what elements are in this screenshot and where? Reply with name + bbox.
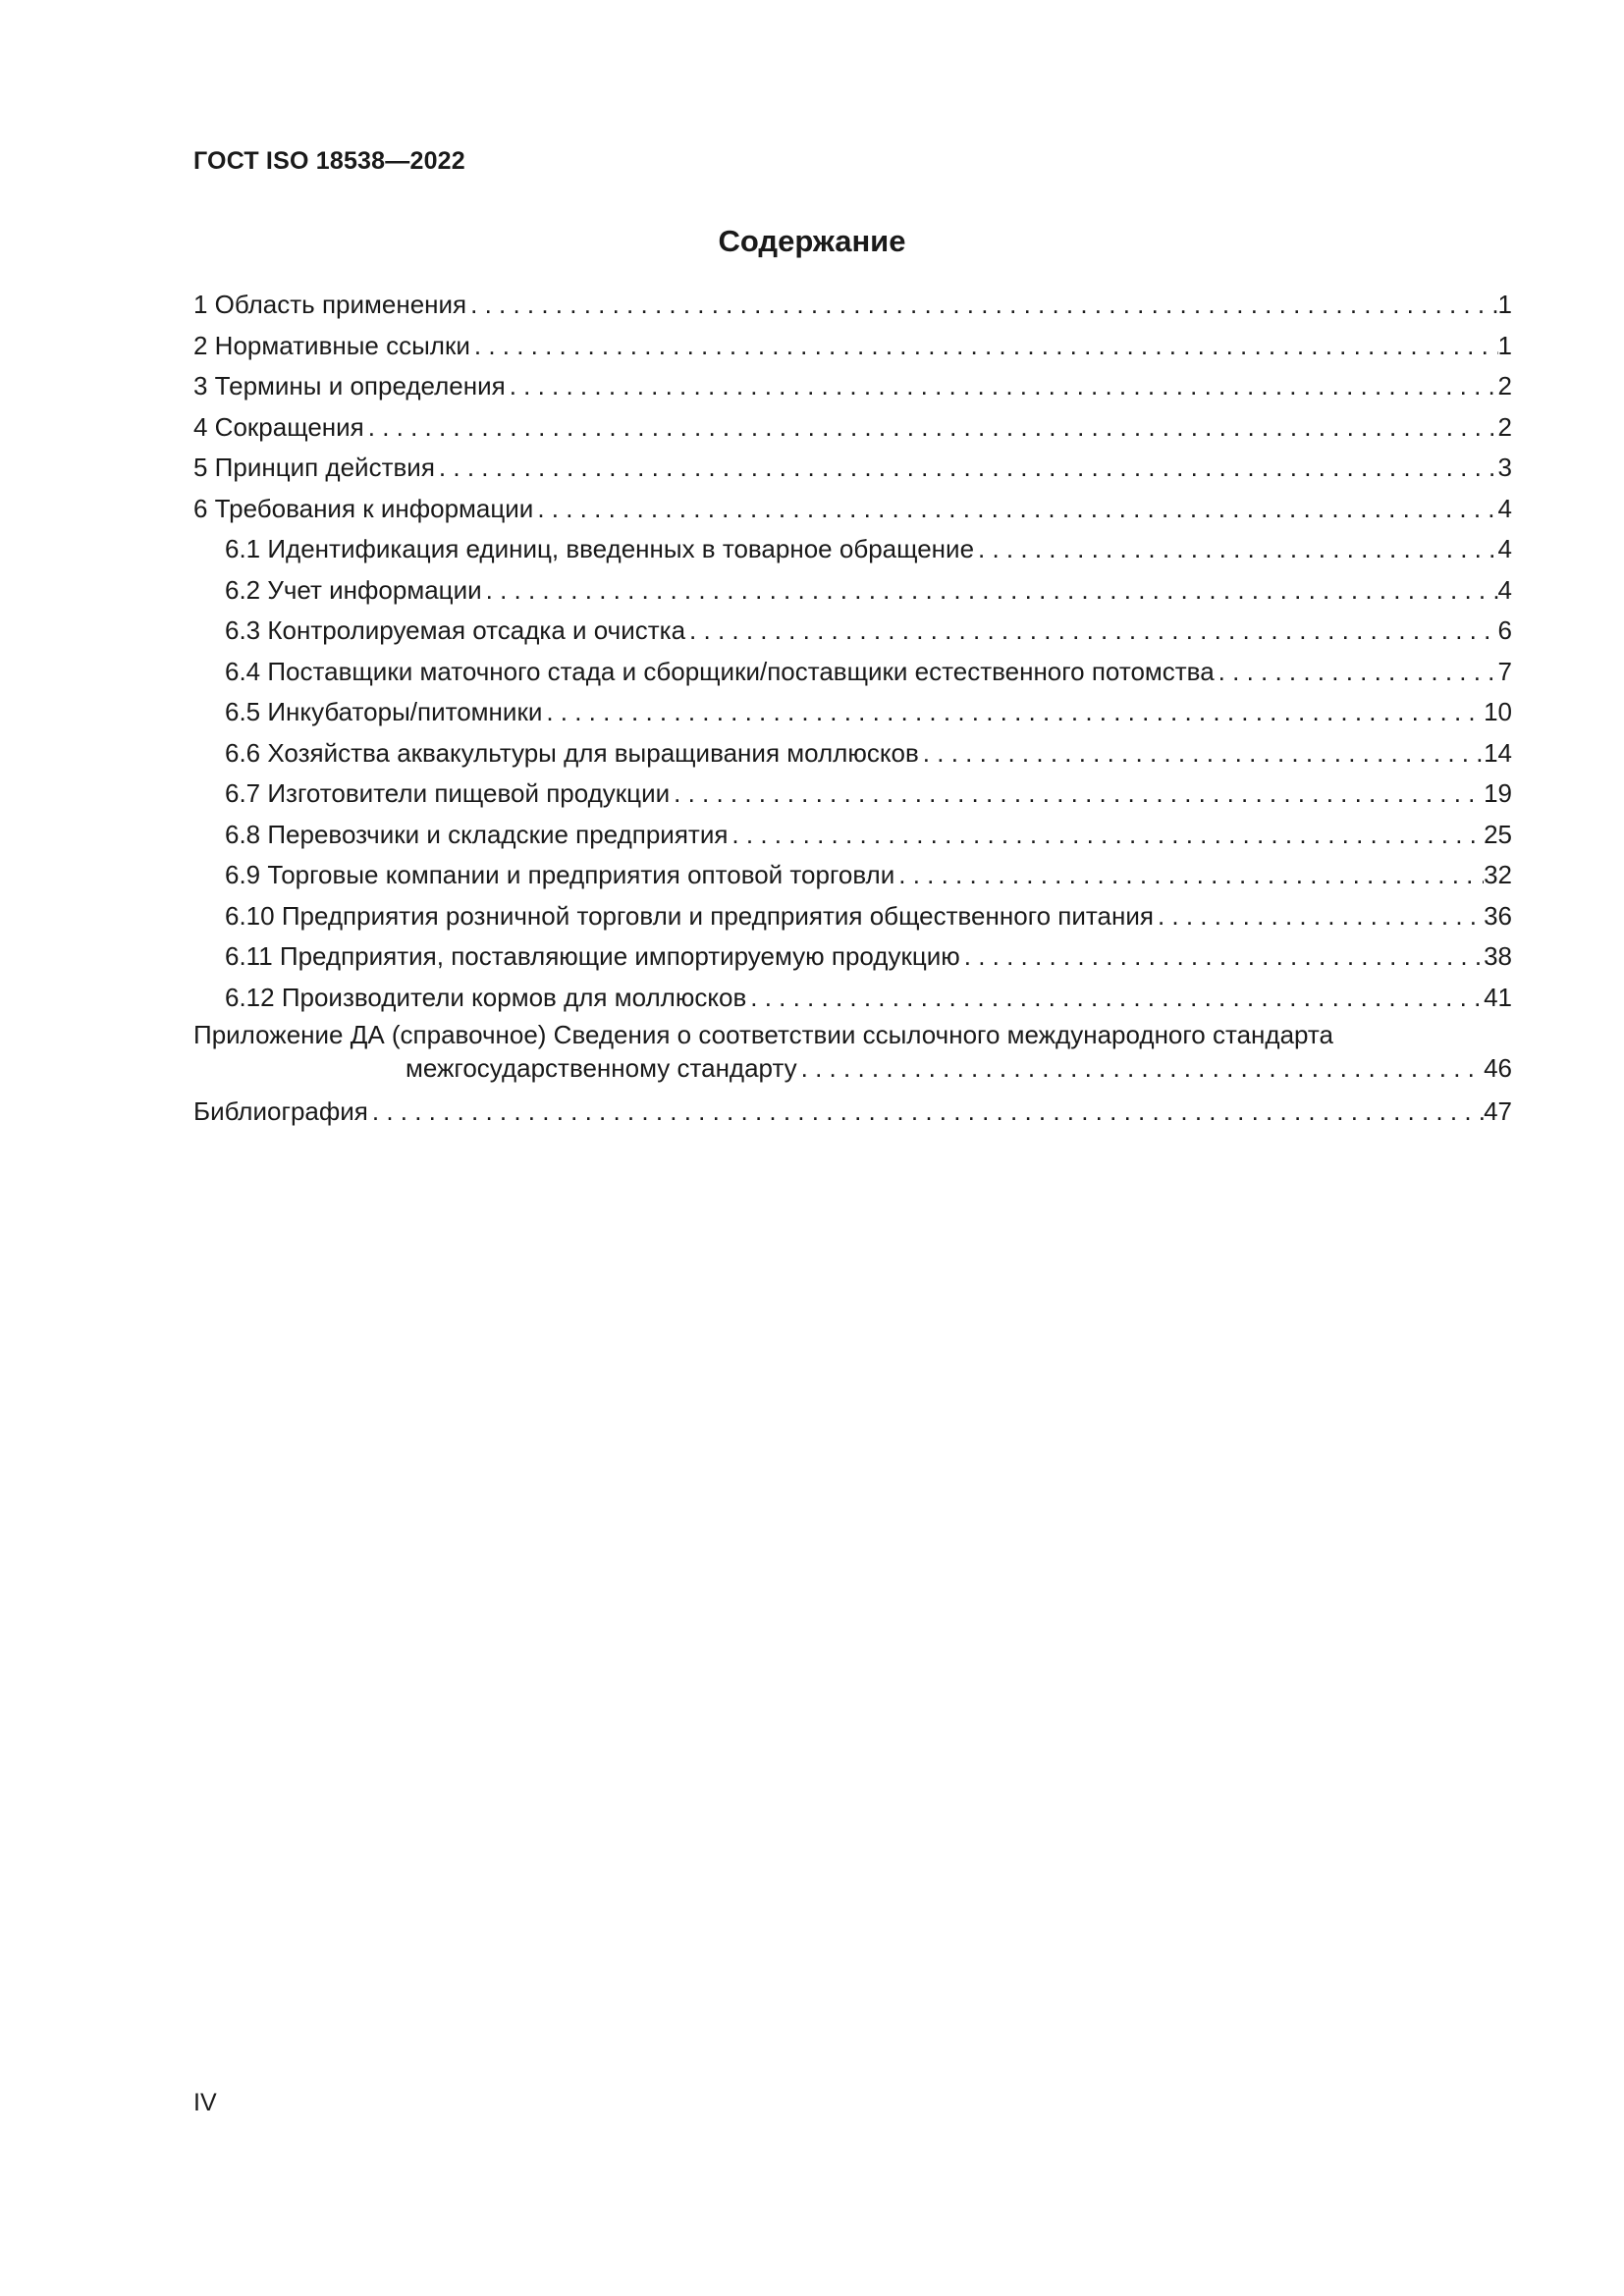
- dot-leader: [898, 855, 1484, 896]
- dot-leader: [978, 529, 1498, 570]
- toc-entry-2[interactable]: [193, 326, 1512, 367]
- dot-leader: [1158, 896, 1484, 937]
- toc-annex-title-line1: Приложение ДА (справочное) Сведения о соответствии ссылочного международного стандарта: [193, 1020, 1334, 1049]
- toc-entry-title: 6.7 Изготовители пищевой продукции: [225, 778, 671, 808]
- dot-leader: [1218, 652, 1498, 693]
- toc-entry-page: 47: [1484, 1096, 1512, 1126]
- toc-entry-title: 6.12 Производители кормов для моллюсков: [225, 982, 747, 1012]
- toc-entry-page: 41: [1484, 982, 1512, 1012]
- toc-entry-page: 2: [1497, 371, 1512, 400]
- toc-entry-page: 46: [1484, 1053, 1512, 1083]
- toc-entry-page: 4: [1497, 493, 1512, 523]
- toc-entry-4[interactable]: [193, 407, 1512, 449]
- toc-entry-title: 6.2 Учет информации: [225, 574, 482, 605]
- toc-entry-6-3[interactable]: [193, 611, 1512, 652]
- toc-entry-page: 2: [1497, 411, 1512, 442]
- dot-leader: [470, 285, 1497, 326]
- toc-entry-6[interactable]: [193, 489, 1512, 530]
- toc-entry-page: 10: [1484, 697, 1512, 726]
- toc-entry-title: 6.5 Инкубаторы/питомники: [225, 697, 543, 726]
- toc-entry-title: 2 Нормативные ссылки: [193, 330, 470, 360]
- toc-entry-5[interactable]: [193, 448, 1512, 489]
- toc-entry-page: 32: [1484, 860, 1512, 889]
- toc-entry-title: 6 Требования к информации: [193, 493, 534, 523]
- toc-entry-6-1[interactable]: [193, 529, 1512, 570]
- dot-leader: [750, 978, 1484, 1019]
- toc-entry-page: 7: [1497, 656, 1512, 686]
- toc-entry-6-12[interactable]: [193, 978, 1512, 1019]
- table-of-contents: [193, 285, 1512, 1133]
- toc-entry-page: 1: [1497, 330, 1512, 360]
- toc-annex-title-line2: межгосударственному стандарту: [406, 1053, 797, 1083]
- toc-entry-title: 3 Термины и определения: [193, 371, 506, 400]
- toc-entry-6-9[interactable]: [193, 855, 1512, 896]
- toc-entry-page: 25: [1484, 819, 1512, 849]
- dot-leader: [439, 448, 1498, 489]
- toc-entry-page: 4: [1497, 534, 1512, 563]
- toc-entry-page: 3: [1497, 453, 1512, 482]
- toc-entry-page: 14: [1484, 737, 1512, 768]
- toc-entry-3[interactable]: [193, 366, 1512, 407]
- document-header: ГОСТ ISO 18538—2022: [193, 147, 465, 175]
- toc-entry-bibliography[interactable]: [193, 1092, 1512, 1133]
- toc-annex-line2: [193, 1051, 1512, 1085]
- toc-entry-page: 1: [1497, 290, 1512, 319]
- toc-entry-title: 1 Область применения: [193, 290, 467, 319]
- page-number: IV: [193, 2089, 217, 2116]
- toc-entry-1[interactable]: [193, 285, 1512, 326]
- dot-leader: [923, 733, 1484, 774]
- toc-entry-6-5[interactable]: [193, 692, 1512, 733]
- toc-entry-title: 6.4 Поставщики маточного стада и сборщики/поставщики естественного потомства: [225, 656, 1215, 686]
- toc-entry-6-6[interactable]: [193, 733, 1512, 774]
- toc-entry-6-2[interactable]: [193, 570, 1512, 612]
- dot-leader: [474, 326, 1498, 367]
- toc-entry-page: 38: [1484, 941, 1512, 971]
- toc-entry-page: 19: [1484, 778, 1512, 808]
- toc-entry-page: 36: [1484, 900, 1512, 931]
- toc-entry-annex[interactable]: [193, 1018, 1512, 1085]
- dot-leader: [801, 1051, 1484, 1085]
- toc-entry-title: 6.8 Перевозчики и складские предприятия: [225, 819, 729, 849]
- toc-entry-6-11[interactable]: [193, 936, 1512, 978]
- toc-entry-page: 6: [1497, 615, 1512, 645]
- toc-entry-title: 6.9 Торговые компании и предприятия оптовой торговли: [225, 860, 895, 889]
- toc-entry-title: 6.11 Предприятия, поставляющие импортируемую продукцию: [225, 941, 960, 971]
- toc-entry-title: 6.10 Предприятия розничной торговли и предприятия общественного питания: [225, 900, 1154, 931]
- toc-entry-6-7[interactable]: [193, 774, 1512, 815]
- dot-leader: [546, 692, 1484, 733]
- toc-entry-title: Библиография: [193, 1096, 368, 1126]
- dot-leader: [486, 570, 1498, 612]
- toc-entry-title: 6.6 Хозяйства аквакультуры для выращивания моллюсков: [225, 737, 919, 768]
- dot-leader: [689, 611, 1497, 652]
- toc-entry-title: 6.1 Идентификация единиц, введенных в товарное обращение: [225, 534, 975, 563]
- dot-leader: [372, 1092, 1484, 1133]
- toc-entry-6-8[interactable]: [193, 815, 1512, 856]
- toc-entry-6-10[interactable]: [193, 896, 1512, 937]
- dot-leader: [537, 489, 1497, 530]
- toc-entry-page: 4: [1497, 574, 1512, 605]
- dot-leader: [731, 815, 1484, 856]
- dot-leader: [510, 366, 1498, 407]
- toc-entry-title: 6.3 Контролируемая отсадка и очистка: [225, 615, 686, 645]
- toc-entry-6-4[interactable]: [193, 652, 1512, 693]
- toc-title: Содержание: [718, 224, 906, 258]
- dot-leader: [964, 936, 1484, 978]
- toc-entry-title: 4 Сокращения: [193, 411, 364, 442]
- dot-leader: [368, 407, 1498, 449]
- dot-leader: [674, 774, 1484, 815]
- toc-entry-title: 5 Принцип действия: [193, 453, 435, 482]
